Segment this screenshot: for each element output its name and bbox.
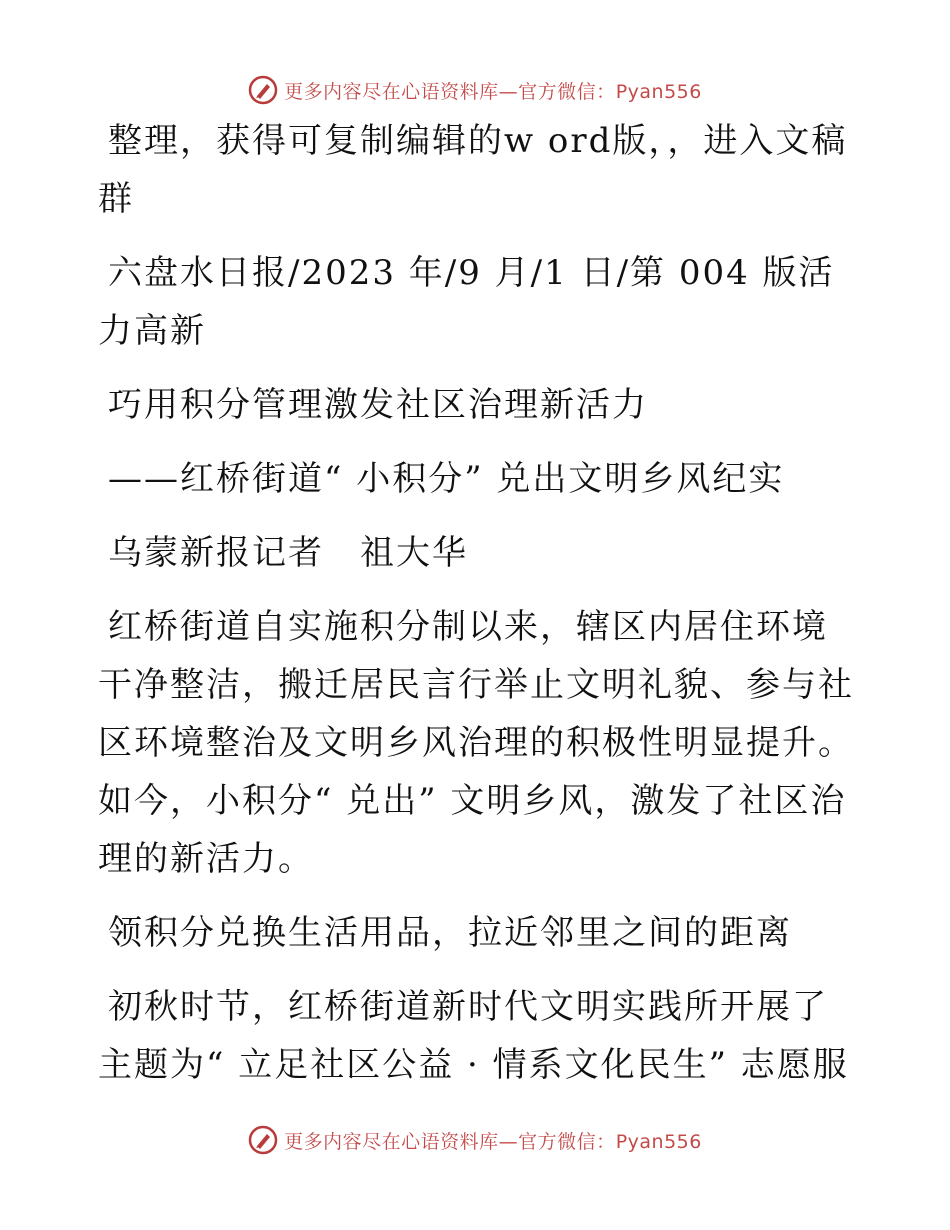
- byline: 乌蒙新报记者 祖大华: [108, 533, 468, 573]
- paragraph: 六盘水日报/2023 年/9 月/1 日/第 004 版活力高新: [98, 253, 835, 351]
- document-body: [98, 112, 858, 1110]
- watermark-header: [0, 70, 950, 110]
- watermark-text: 更多内容尽在心语资料库—官方微信：Pyan556: [284, 1130, 702, 1153]
- section-heading: 领积分兑换生活用品，拉近邻里之间的距离: [108, 913, 792, 953]
- pen-logo-icon: [248, 75, 278, 105]
- paragraph: 初秋时节，红桥街道新时代文明实践所开展了主题为“ 立足社区公益 · 情系文化民生” 志愿服: [98, 987, 849, 1085]
- pen-logo-icon: [248, 1125, 278, 1155]
- article-subheadline: ——红桥街道“ 小积分” 兑出文明乡风纪实: [108, 459, 785, 499]
- article-headline: 巧用积分管理激发社区治理新活力: [108, 385, 648, 425]
- paragraph: 红桥街道自实施积分制以来，辖区内居住环境干净整洁，搬迁居民言行举止文明礼貌、参与社区环境整治及文明乡风治理的积极性明显提升。如今，小积分“ 兑出” 文明乡风，激发了社区治理的新活力。: [98, 607, 854, 879]
- watermark-footer: [0, 1120, 950, 1160]
- paragraph: 整理，获得可复制编辑的w ord版，，进入文稿群: [98, 121, 848, 219]
- watermark-text: 更多内容尽在心语资料库—官方微信：Pyan556: [284, 80, 702, 103]
